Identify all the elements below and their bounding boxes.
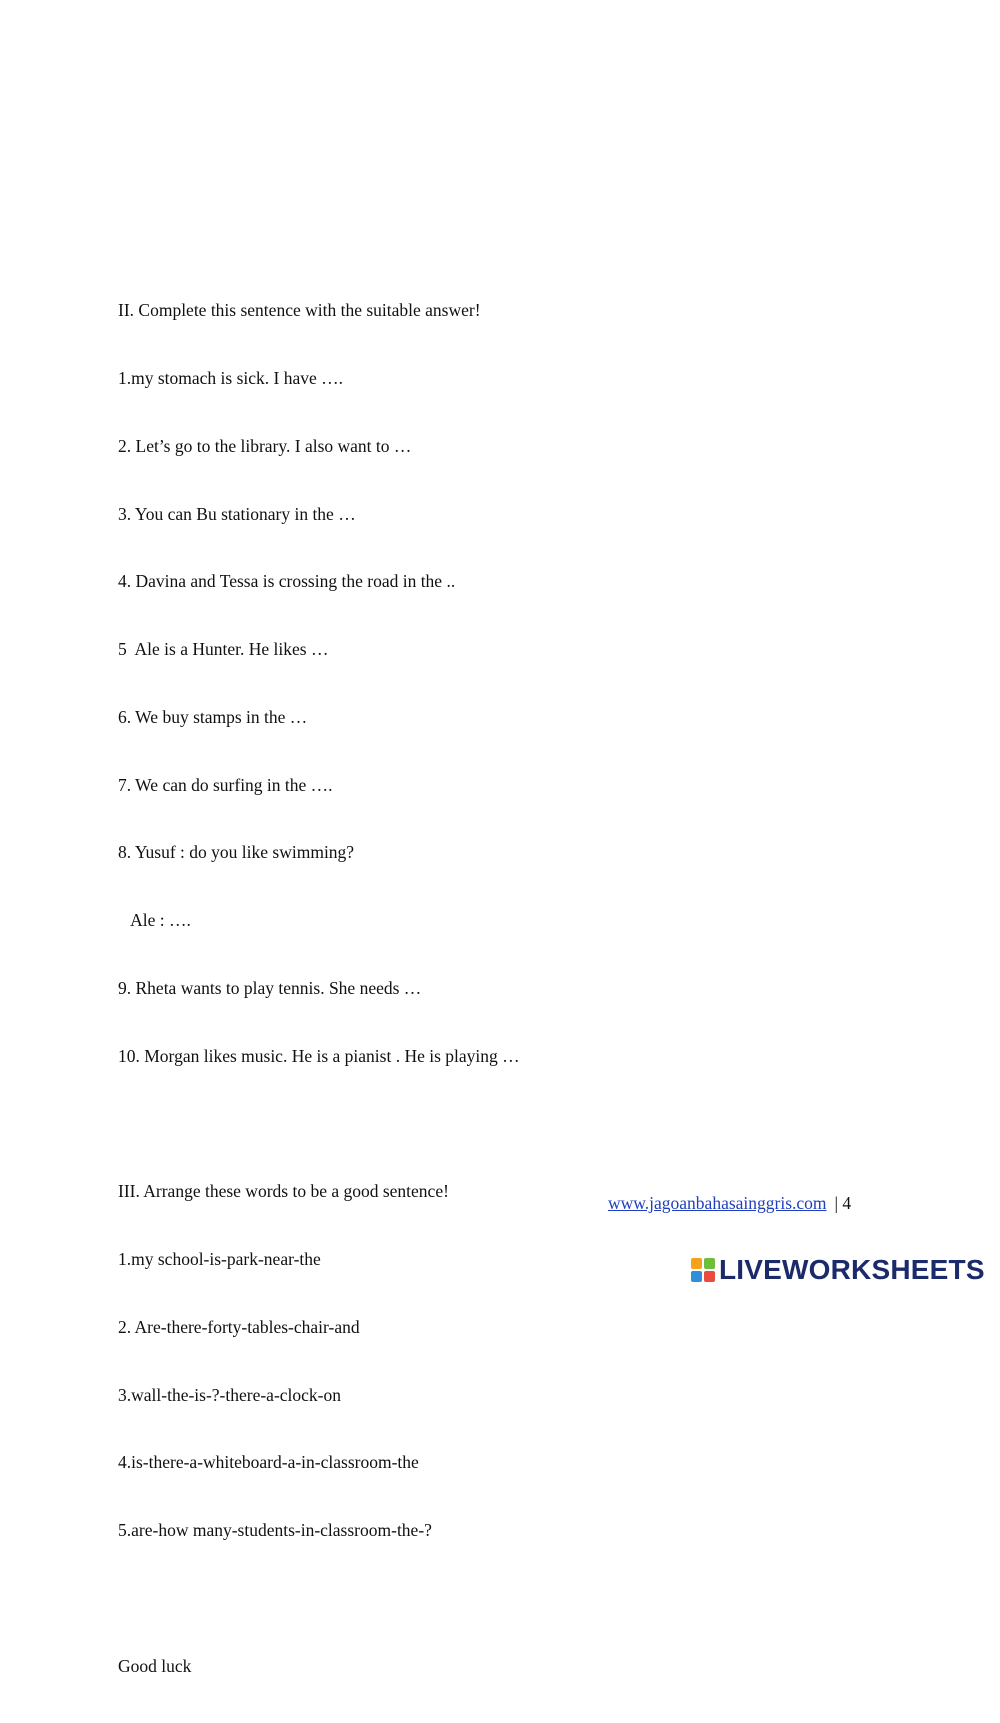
closing-text: Good luck (118, 1655, 192, 1676)
worksheet-content (118, 254, 878, 1723)
section-3-item: 1.my school-is-park-near-the (118, 1249, 321, 1270)
spacer (118, 1587, 878, 1610)
liveworksheets-logo-icon (691, 1258, 715, 1282)
section-2-item: 9. Rheta wants to play tennis. She needs … (118, 978, 422, 998)
section-2-heading: II. Complete this sentence with the suitable answer! (118, 300, 481, 321)
section-3-item: 5.are-how many-students-in-classroom-the-? (118, 1520, 432, 1541)
liveworksheets-logo[interactable] (691, 1255, 985, 1285)
section-2-item: 4. Davina and Tessa is crossing the road in the .. (118, 571, 456, 592)
section-2-item: 5 Ale is a Hunter. He likes … (118, 639, 329, 660)
section-3-item: 3.wall-the-is-?-there-a-clock-on (118, 1384, 342, 1405)
section-2-item: 3. You can Bu stationary in the … (118, 503, 356, 524)
website-link[interactable]: www.jagoanbahasainggris.com (608, 1193, 827, 1213)
logo-square-e (704, 1271, 715, 1282)
logo-text: LIVEWORKSHEETS (719, 1254, 985, 1285)
section-2-item: 7. We can do surfing in the …. (118, 774, 333, 795)
section-2-item: 8. Yusuf : do you like swimming? (118, 842, 355, 863)
section-2-item: 1.my stomach is sick. I have …. (118, 367, 344, 388)
section-2-item: 2. Let’s go to the library. I also want to … (118, 435, 412, 456)
page-footer (608, 1192, 851, 1214)
section-2-item: 6. We buy stamps in the … (118, 706, 308, 727)
section-3-heading: III. Arrange these words to be a good sentence! (118, 1181, 449, 1202)
logo-square-i (704, 1258, 715, 1269)
section-2-item: Ale : …. (118, 910, 191, 931)
section-3-item: 4.is-there-a-whiteboard-a-in-classroom-the (118, 1452, 419, 1473)
logo-square-v (691, 1271, 702, 1282)
spacer (118, 1113, 878, 1136)
logo-square-l (691, 1258, 702, 1269)
page-number: | 4 (834, 1193, 852, 1213)
section-3-item: 2. Are-there-forty-tables-chair-and (118, 1316, 360, 1337)
section-2-item: 10. Morgan likes music. He is a pianist . He is playing … (118, 1045, 520, 1066)
